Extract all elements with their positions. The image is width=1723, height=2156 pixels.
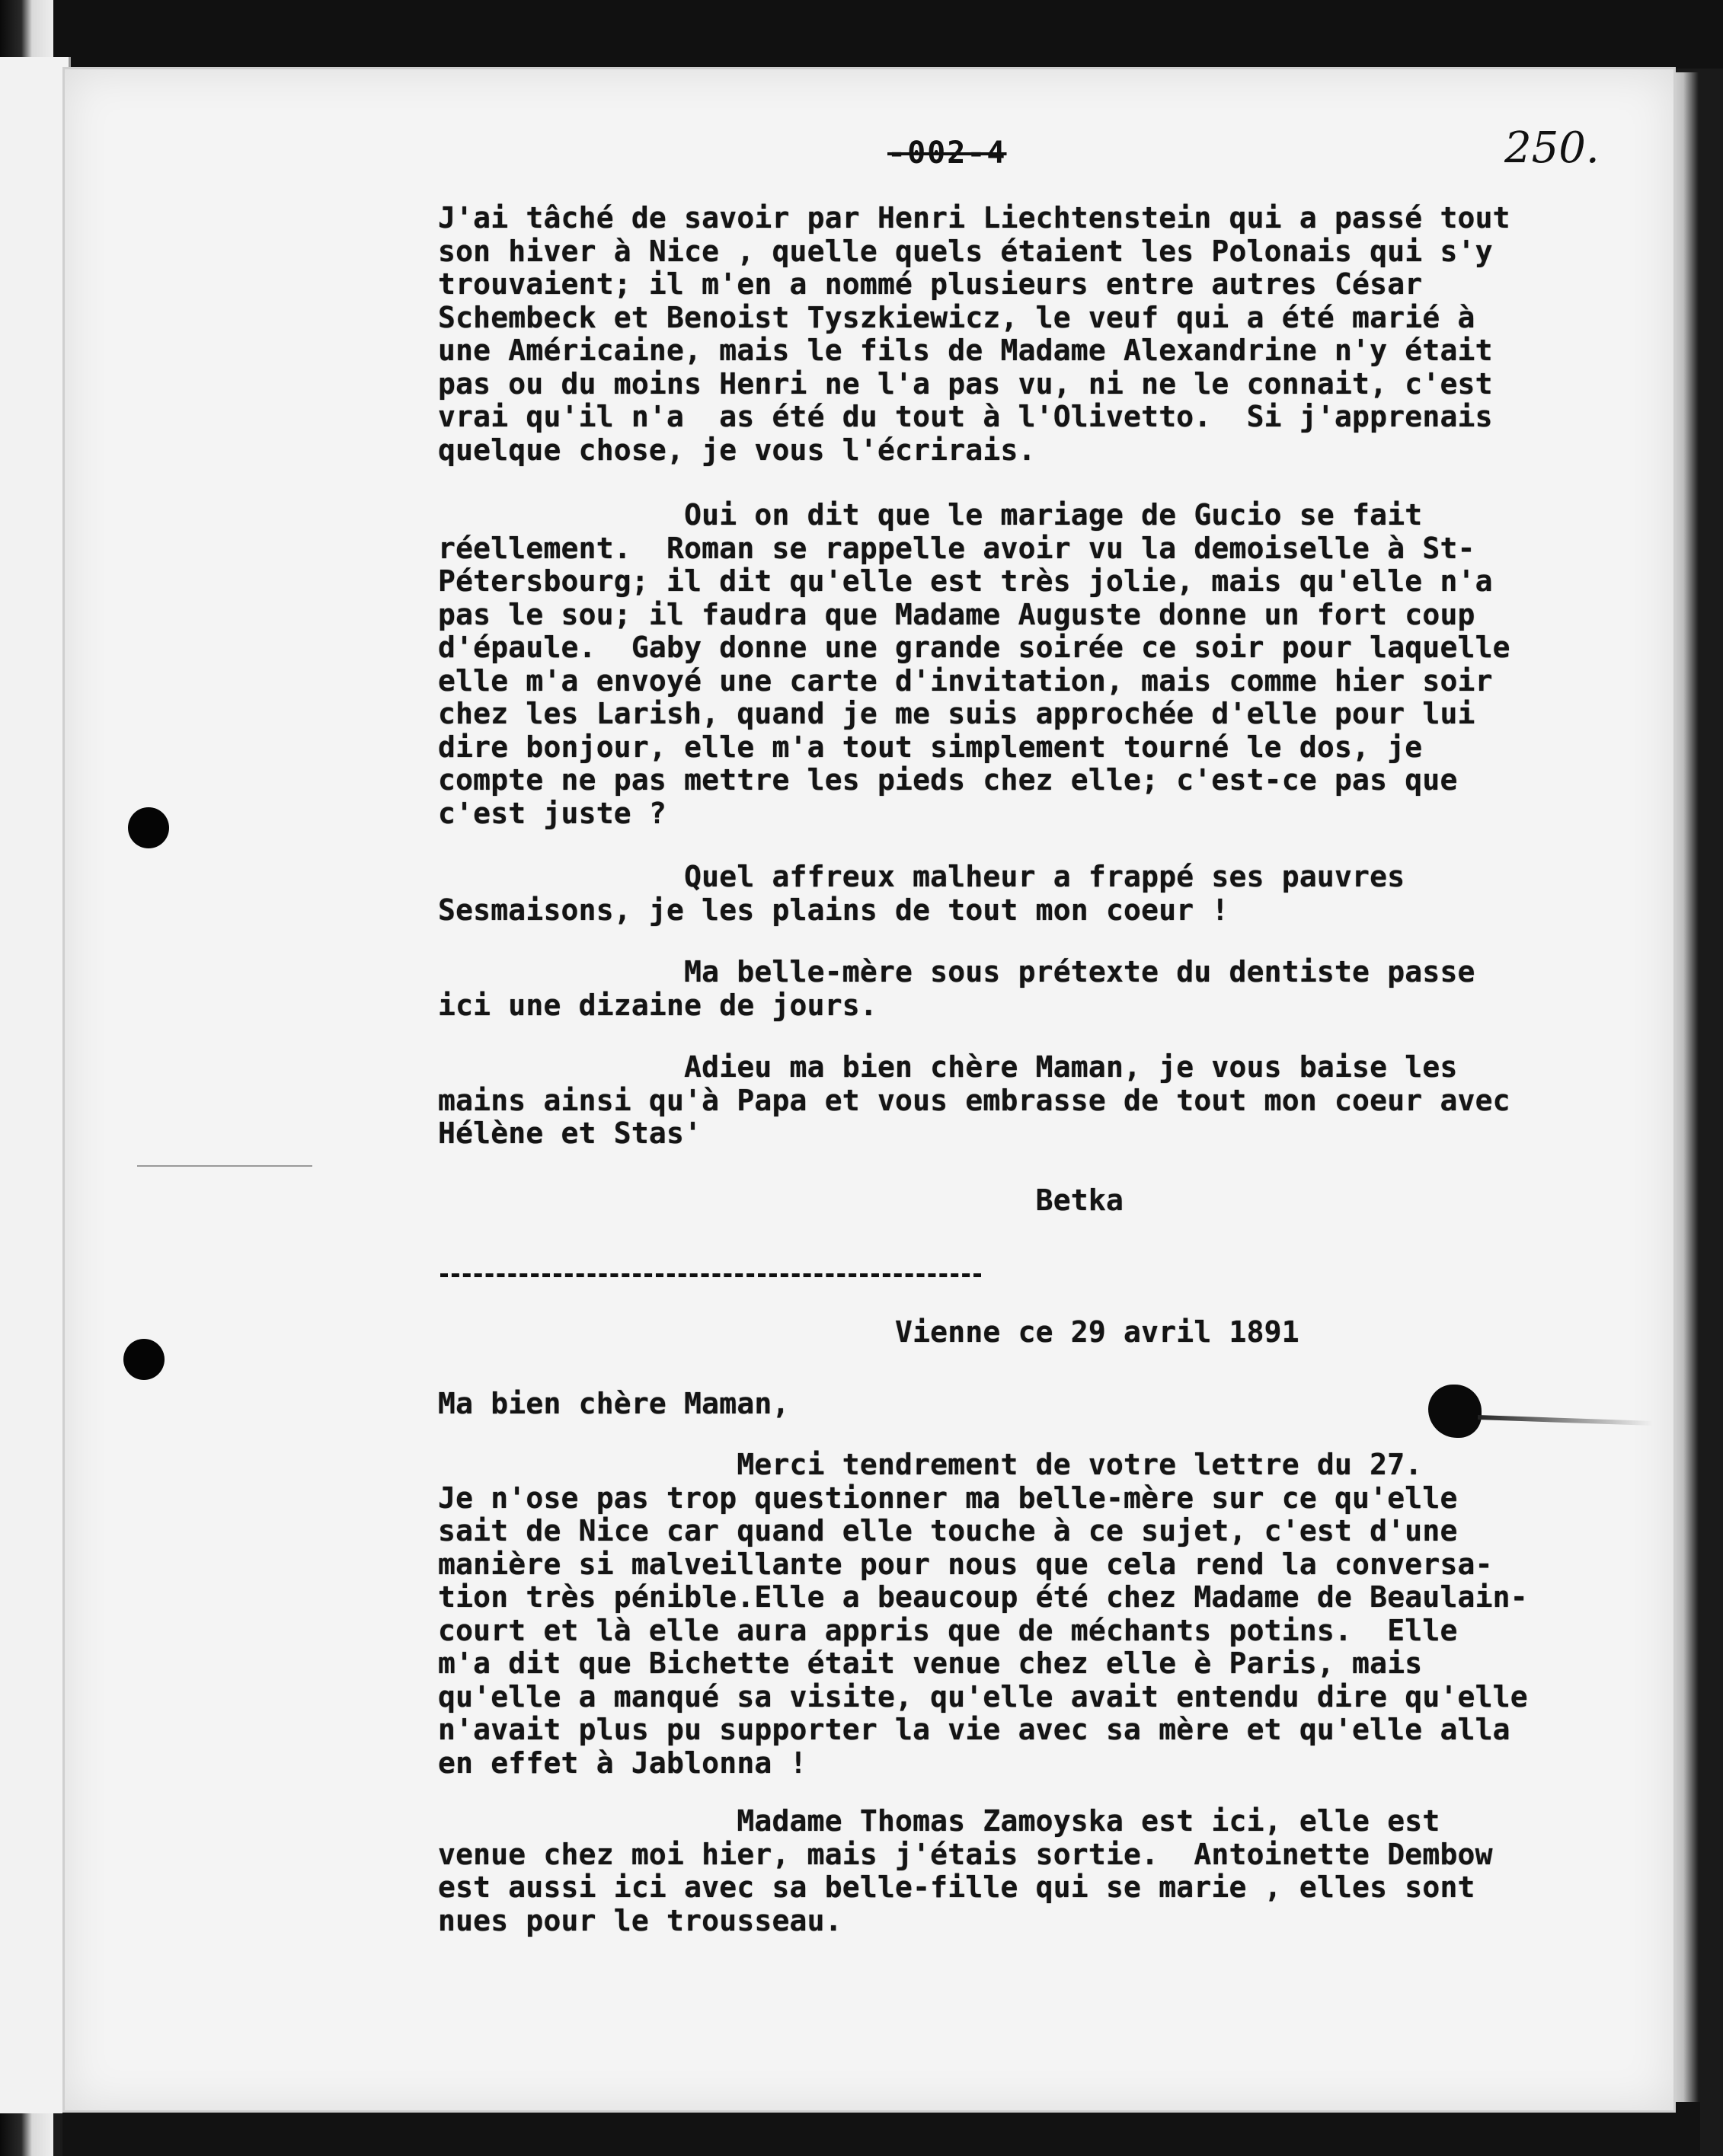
salutation: Ma bien chère Maman, bbox=[438, 1387, 790, 1420]
punch-hole-bottom bbox=[123, 1339, 165, 1380]
paragraph-3: Quel affreux malheur a frappé ses pauvres Sesmaisons, je les plains de tout mon coeur ! bbox=[438, 860, 1405, 927]
header-folio-mark bbox=[887, 136, 1007, 171]
header-folio-text: -002-4 bbox=[887, 136, 1007, 171]
paragraph-1: J'ai tâché de savoir par Henri Liechtenstein qui a passé tout son hiver à Nice , quelle quels étaient les Polonais qui s'y trouvaient; il m'en a nommé plusieurs entre autres César Schembeck et Benoist Tyszkiewicz, le veuf qui a été marié à une Américaine, mais le fils de Madame Alexandrine n'y était pas ou du moins Henri ne l'a pas vu, ni ne le connait, c'est vrai qu'il n'a as été du tout à l'Olivetto. Si j'apprenais quelque chose, je vous l'écrirais. bbox=[438, 201, 1510, 467]
margin-mark bbox=[137, 1165, 312, 1167]
paragraph-7: Madame Thomas Zamoyska est ici, elle est venue chez moi hier, mais j'étais sortie. Antoinette Dembow est aussi ici avec sa belle-fille qui se marie , elles sont nues pour le trousseau. bbox=[438, 1804, 1493, 1937]
punch-hole-top bbox=[128, 807, 169, 848]
paragraph-5: Adieu ma bien chère Maman, je vous baise les mains ainsi qu'à Papa et vous embrasse de tout mon coeur avec Hélène et Stas' bbox=[438, 1050, 1510, 1150]
page-number: 250. bbox=[1504, 123, 1600, 173]
paragraph-2: Oui on dit que le mariage de Gucio se fait réellement. Roman se rappelle avoir vu la demoiselle à St- Pétersbourg; il dit qu'elle est très jolie, mais qu'elle n'a pas le sou; il faudra que Madame Auguste donne un fort coup d'épaule. Gaby donne une grande soirée ce soir pour laquelle elle m'a envoyé une carte d'invitation, mais comme hier soir chez les Larish, quand je me suis approchée d'elle pour lui dire bonjour, elle m'a tout simplement tourné le dos, je compte ne pas mettre les pieds chez elle; c'est-ce pas que c'est juste ? bbox=[438, 498, 1510, 830]
signature: Betka bbox=[438, 1183, 1124, 1217]
dateline: Vienne ce 29 avril 1891 bbox=[438, 1315, 1299, 1349]
paragraph-4: Ma belle-mère sous prétexte du dentiste passe ici une dizaine de jours. bbox=[438, 955, 1475, 1022]
adjacent-page-edge bbox=[0, 57, 71, 2113]
paragraph-6: Merci tendrement de votre lettre du 27. Je n'ose pas trop questionner ma belle-mère sur ce qu'elle sait de Nice car quand elle touche à ce sujet, c'est d'une manière si malveillante pour nous que cela rend la conversa- tion très pénible.Elle a beaucoup été chez Madame de Beaulain- court et là elle aura appris que de méchants potins. Elle m'a dit que Bichette était venue chez elle è Paris, mais qu'elle a manqué sa visite, qu'elle avait entendu dire qu'elle n'avait plus pu supporter la vie avec sa mère et qu'elle alla en effet à Jablonna ! bbox=[438, 1448, 1528, 1780]
scan-top-border bbox=[0, 0, 1723, 69]
letter-separator bbox=[440, 1273, 981, 1277]
